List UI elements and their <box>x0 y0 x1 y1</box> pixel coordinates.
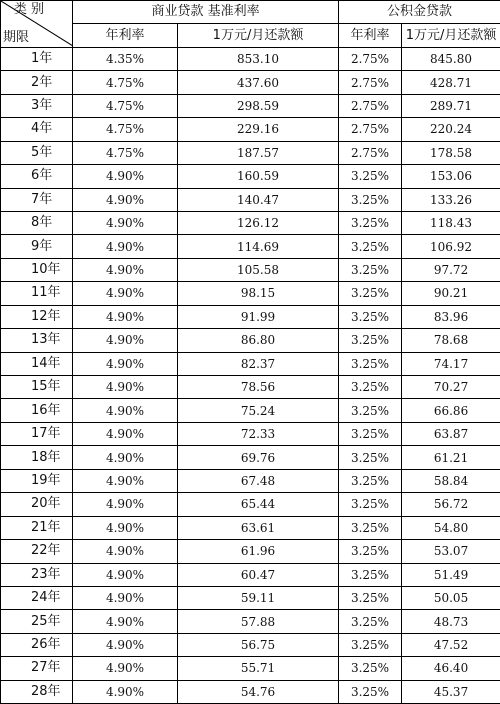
rate-table-body <box>1 47 500 703</box>
corner-header-cell <box>1 1 73 48</box>
term-cell: 21年 <box>1 516 73 539</box>
commercial-monthly-payment-header: 1万元/月还款额 <box>178 24 339 47</box>
provident-payment-cell: 153.06 <box>402 165 500 188</box>
term-cell: 22年 <box>1 540 73 563</box>
commercial-rate-cell: 4.90% <box>73 540 178 563</box>
commercial-rate-cell: 4.90% <box>73 633 178 656</box>
provident-rate-cell: 3.25% <box>339 493 402 516</box>
term-cell: 4年 <box>1 118 73 141</box>
provident-rate-cell: 3.25% <box>339 258 402 281</box>
provident-rate-cell: 2.75% <box>339 141 402 164</box>
provident-rate-cell: 3.25% <box>339 282 402 305</box>
commercial-payment-cell: 78.56 <box>178 376 339 399</box>
provident-rate-cell: 3.25% <box>339 540 402 563</box>
term-cell: 11年 <box>1 282 73 305</box>
term-cell: 16年 <box>1 399 73 422</box>
term-cell: 13年 <box>1 329 73 352</box>
term-cell: 1年 <box>1 47 73 70</box>
table-row <box>1 657 500 680</box>
provident-monthly-payment-header: 1万元/月还款额 <box>402 24 500 47</box>
commercial-rate-cell: 4.90% <box>73 235 178 258</box>
term-cell: 7年 <box>1 188 73 211</box>
table-row <box>1 305 500 328</box>
provident-payment-cell: 58.84 <box>402 469 500 492</box>
table-row <box>1 586 500 609</box>
commercial-payment-cell: 91.99 <box>178 305 339 328</box>
commercial-payment-cell: 126.12 <box>178 211 339 234</box>
commercial-payment-cell: 57.88 <box>178 610 339 633</box>
table-row <box>1 235 500 258</box>
provident-rate-cell: 3.25% <box>339 188 402 211</box>
provident-payment-cell: 220.24 <box>402 118 500 141</box>
provident-payment-cell: 178.58 <box>402 141 500 164</box>
term-cell: 15年 <box>1 376 73 399</box>
provident-payment-cell: 845.80 <box>402 47 500 70</box>
commercial-rate-cell: 4.90% <box>73 188 178 211</box>
provident-rate-cell: 3.25% <box>339 165 402 188</box>
commercial-rate-cell: 4.90% <box>73 469 178 492</box>
commercial-annual-rate-header: 年利率 <box>73 24 178 47</box>
commercial-rate-cell: 4.90% <box>73 516 178 539</box>
commercial-payment-cell: 65.44 <box>178 493 339 516</box>
provident-payment-cell: 83.96 <box>402 305 500 328</box>
table-row <box>1 258 500 281</box>
table-row <box>1 399 500 422</box>
commercial-payment-cell: 105.58 <box>178 258 339 281</box>
commercial-rate-cell: 4.90% <box>73 282 178 305</box>
commercial-payment-cell: 187.57 <box>178 141 339 164</box>
table-row <box>1 282 500 305</box>
term-cell: 6年 <box>1 165 73 188</box>
commercial-payment-cell: 56.75 <box>178 633 339 656</box>
commercial-payment-cell: 69.76 <box>178 446 339 469</box>
commercial-payment-cell: 86.80 <box>178 329 339 352</box>
provident-payment-cell: 106.92 <box>402 235 500 258</box>
term-cell: 20年 <box>1 493 73 516</box>
commercial-rate-cell: 4.90% <box>73 258 178 281</box>
table-row <box>1 118 500 141</box>
provident-rate-cell: 3.25% <box>339 563 402 586</box>
provident-payment-cell: 74.17 <box>402 352 500 375</box>
commercial-payment-cell: 61.96 <box>178 540 339 563</box>
term-cell: 26年 <box>1 633 73 656</box>
table-row <box>1 633 500 656</box>
commercial-payment-cell: 82.37 <box>178 352 339 375</box>
provident-rate-cell: 3.25% <box>339 211 402 234</box>
table-row <box>1 352 500 375</box>
provident-payment-cell: 48.73 <box>402 610 500 633</box>
table-row <box>1 376 500 399</box>
term-cell: 14年 <box>1 352 73 375</box>
term-cell: 2年 <box>1 71 73 94</box>
term-cell: 25年 <box>1 610 73 633</box>
term-cell: 27年 <box>1 657 73 680</box>
table-row <box>1 446 500 469</box>
provident-rate-cell: 3.25% <box>339 586 402 609</box>
header-row-sub <box>1 24 500 47</box>
provident-payment-cell: 54.80 <box>402 516 500 539</box>
commercial-rate-cell: 4.90% <box>73 586 178 609</box>
provident-payment-cell: 45.37 <box>402 680 500 703</box>
provident-fund-header: 公积金贷款 <box>339 1 500 24</box>
provident-payment-cell: 70.27 <box>402 376 500 399</box>
provident-payment-cell: 56.72 <box>402 493 500 516</box>
commercial-rate-cell: 4.75% <box>73 118 178 141</box>
term-cell: 23年 <box>1 563 73 586</box>
table-row <box>1 47 500 70</box>
commercial-rate-cell: 4.90% <box>73 563 178 586</box>
provident-payment-cell: 133.26 <box>402 188 500 211</box>
provident-rate-cell: 3.25% <box>339 399 402 422</box>
provident-payment-cell: 50.05 <box>402 586 500 609</box>
provident-payment-cell: 66.86 <box>402 399 500 422</box>
commercial-rate-cell: 4.90% <box>73 493 178 516</box>
provident-rate-cell: 2.75% <box>339 94 402 117</box>
provident-rate-cell: 3.25% <box>339 329 402 352</box>
commercial-payment-cell: 55.71 <box>178 657 339 680</box>
commercial-rate-cell: 4.90% <box>73 610 178 633</box>
table-row <box>1 680 500 703</box>
commercial-payment-cell: 160.59 <box>178 165 339 188</box>
table-row <box>1 493 500 516</box>
period-label: 期限 <box>3 30 29 46</box>
commercial-payment-cell: 72.33 <box>178 422 339 445</box>
provident-rate-cell: 3.25% <box>339 235 402 258</box>
term-cell: 5年 <box>1 141 73 164</box>
commercial-payment-cell: 437.60 <box>178 71 339 94</box>
provident-rate-cell: 3.25% <box>339 633 402 656</box>
term-cell: 10年 <box>1 258 73 281</box>
term-cell: 18年 <box>1 446 73 469</box>
provident-rate-cell: 3.25% <box>339 516 402 539</box>
commercial-rate-cell: 4.90% <box>73 399 178 422</box>
provident-annual-rate-header: 年利率 <box>339 24 402 47</box>
commercial-payment-cell: 853.10 <box>178 47 339 70</box>
provident-payment-cell: 78.68 <box>402 329 500 352</box>
provident-payment-cell: 97.72 <box>402 258 500 281</box>
commercial-rate-cell: 4.90% <box>73 305 178 328</box>
header-row-top <box>1 1 500 24</box>
commercial-payment-cell: 67.48 <box>178 469 339 492</box>
commercial-payment-cell: 114.69 <box>178 235 339 258</box>
commercial-rate-cell: 4.90% <box>73 352 178 375</box>
commercial-payment-cell: 298.59 <box>178 94 339 117</box>
commercial-rate-cell: 4.90% <box>73 657 178 680</box>
commercial-rate-cell: 4.75% <box>73 141 178 164</box>
table-row <box>1 188 500 211</box>
commercial-payment-cell: 75.24 <box>178 399 339 422</box>
table-row <box>1 141 500 164</box>
provident-rate-cell: 3.25% <box>339 657 402 680</box>
commercial-payment-cell: 98.15 <box>178 282 339 305</box>
provident-payment-cell: 47.52 <box>402 633 500 656</box>
commercial-rate-cell: 4.90% <box>73 422 178 445</box>
provident-payment-cell: 53.07 <box>402 540 500 563</box>
term-cell: 28年 <box>1 680 73 703</box>
provident-payment-cell: 61.21 <box>402 446 500 469</box>
commercial-rate-cell: 4.90% <box>73 165 178 188</box>
commercial-payment-cell: 59.11 <box>178 586 339 609</box>
table-row <box>1 563 500 586</box>
commercial-rate-cell: 4.90% <box>73 446 178 469</box>
table-row <box>1 211 500 234</box>
commercial-payment-cell: 54.76 <box>178 680 339 703</box>
provident-rate-cell: 3.25% <box>339 680 402 703</box>
commercial-payment-cell: 60.47 <box>178 563 339 586</box>
provident-payment-cell: 289.71 <box>402 94 500 117</box>
commercial-rate-cell: 4.75% <box>73 94 178 117</box>
term-cell: 9年 <box>1 235 73 258</box>
provident-payment-cell: 90.21 <box>402 282 500 305</box>
provident-rate-cell: 3.25% <box>339 469 402 492</box>
table-row <box>1 71 500 94</box>
provident-payment-cell: 118.43 <box>402 211 500 234</box>
commercial-rate-cell: 4.90% <box>73 211 178 234</box>
provident-rate-cell: 2.75% <box>339 71 402 94</box>
term-cell: 19年 <box>1 469 73 492</box>
provident-payment-cell: 428.71 <box>402 71 500 94</box>
commercial-rate-cell: 4.90% <box>73 680 178 703</box>
table-row <box>1 516 500 539</box>
provident-rate-cell: 3.25% <box>339 446 402 469</box>
commercial-payment-cell: 140.47 <box>178 188 339 211</box>
term-cell: 17年 <box>1 422 73 445</box>
provident-payment-cell: 63.87 <box>402 422 500 445</box>
commercial-rate-cell: 4.35% <box>73 47 178 70</box>
category-label: 类 别 <box>14 2 44 18</box>
table-row <box>1 422 500 445</box>
table-row <box>1 540 500 563</box>
provident-rate-cell: 2.75% <box>339 118 402 141</box>
commercial-rate-cell: 4.90% <box>73 376 178 399</box>
table-row <box>1 94 500 117</box>
commercial-payment-cell: 229.16 <box>178 118 339 141</box>
provident-rate-cell: 3.25% <box>339 305 402 328</box>
provident-payment-cell: 46.40 <box>402 657 500 680</box>
term-cell: 24年 <box>1 586 73 609</box>
table-row <box>1 469 500 492</box>
table-row <box>1 329 500 352</box>
commercial-rate-cell: 4.75% <box>73 71 178 94</box>
term-cell: 8年 <box>1 211 73 234</box>
commercial-loan-header: 商业贷款 基准利率 <box>73 1 339 24</box>
table-row <box>1 610 500 633</box>
provident-rate-cell: 2.75% <box>339 47 402 70</box>
term-cell: 12年 <box>1 305 73 328</box>
commercial-payment-cell: 63.61 <box>178 516 339 539</box>
term-cell: 3年 <box>1 94 73 117</box>
provident-payment-cell: 51.49 <box>402 563 500 586</box>
provident-rate-cell: 3.25% <box>339 352 402 375</box>
commercial-rate-cell: 4.90% <box>73 329 178 352</box>
provident-rate-cell: 3.25% <box>339 376 402 399</box>
table-row <box>1 165 500 188</box>
provident-rate-cell: 3.25% <box>339 610 402 633</box>
provident-rate-cell: 3.25% <box>339 422 402 445</box>
